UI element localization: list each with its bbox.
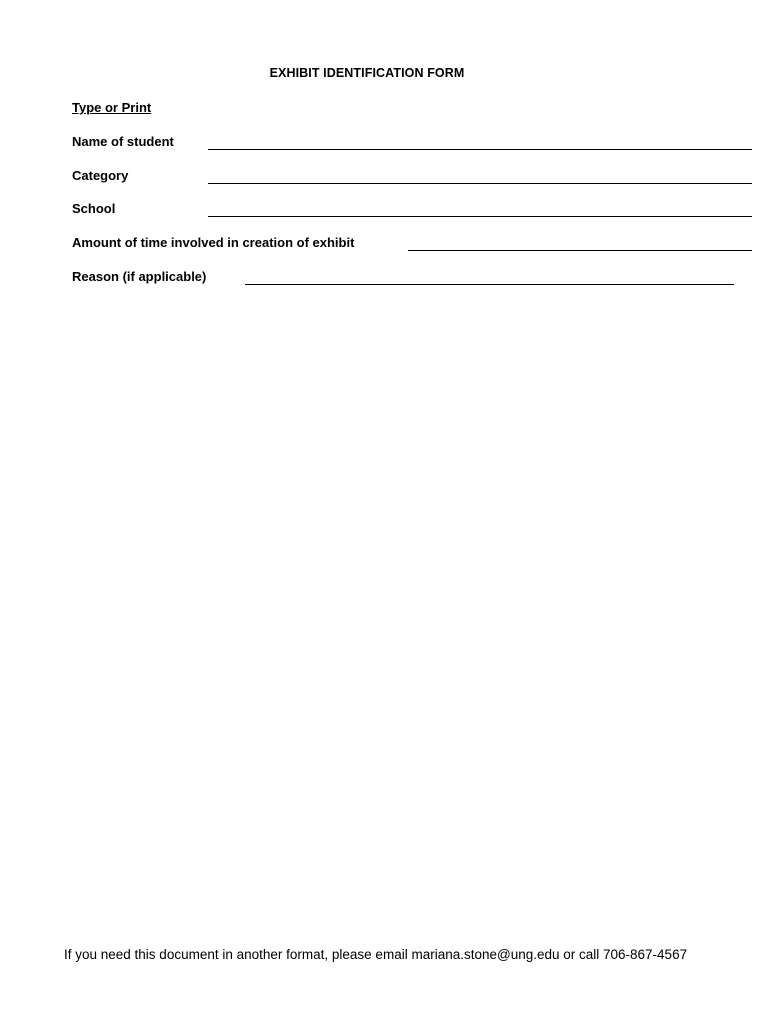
type-or-print-instruction: Type or Print (72, 100, 152, 115)
category-label: Category (72, 168, 129, 183)
name-of-student-line[interactable] (208, 149, 752, 150)
school-line[interactable] (208, 216, 752, 217)
form-title: EXHIBIT IDENTIFICATION FORM (269, 66, 465, 80)
reason-line[interactable] (245, 284, 734, 285)
category-line[interactable] (208, 183, 752, 184)
reason-label: Reason (if applicable) (72, 269, 207, 284)
name-of-student-label: Name of student (72, 134, 174, 149)
time-involved-label: Amount of time involved in creation of exhibit (72, 235, 355, 250)
time-involved-line[interactable] (408, 250, 752, 251)
school-label: School (72, 201, 116, 216)
accessibility-footer-note: If you need this document in another format, please email mariana.stone@ung.edu or call 706-867-4567 (64, 947, 688, 962)
